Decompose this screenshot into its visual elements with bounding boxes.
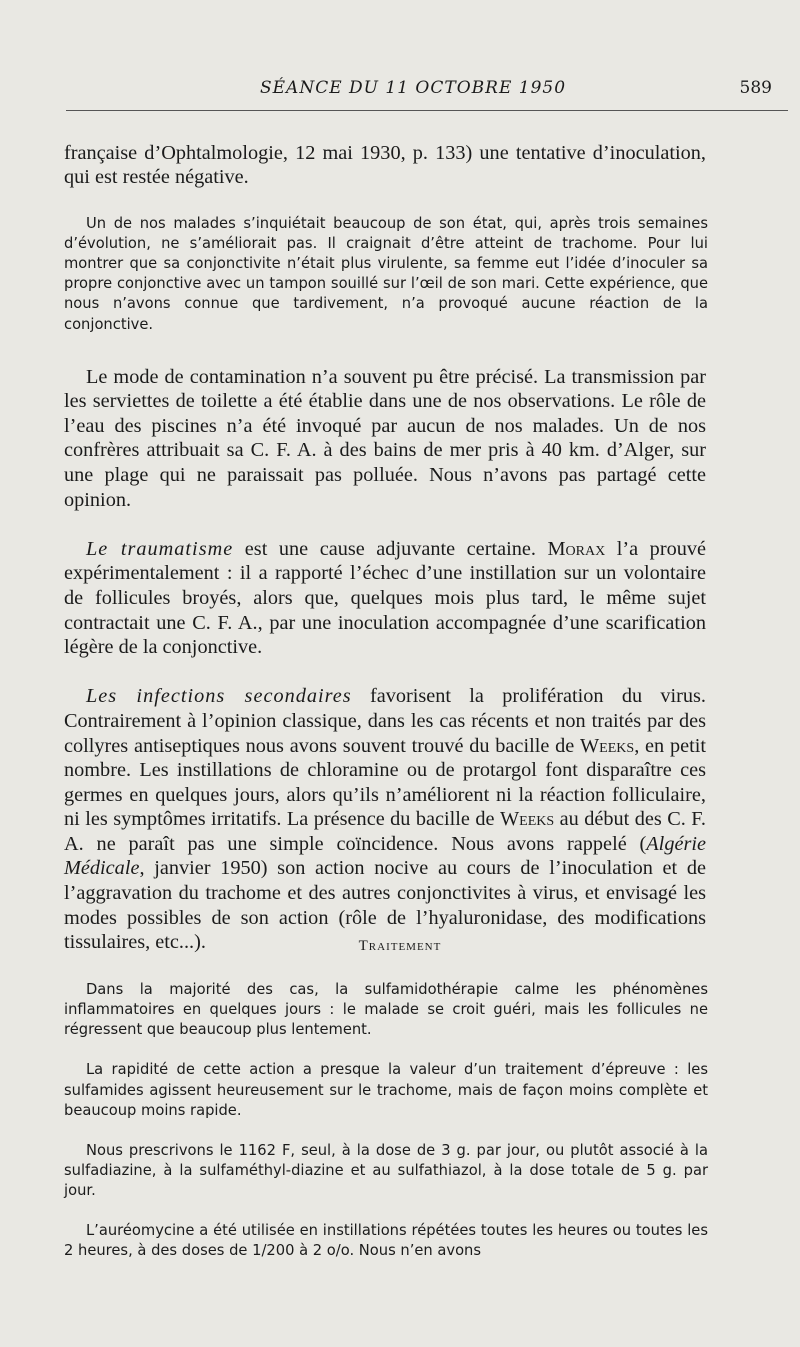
paragraph-treatment-4: L’auréomycine a été utilisée en instillations répétées toutes les heures ou toutes les 2 heures, à des doses de 1/200 à 2 o/o. Nous n’en avons — [64, 1222, 708, 1260]
section-heading: Traitement — [358, 938, 442, 954]
paragraph-traumatisme: Le traumatisme est une cause adjuvante certaine. Morax l’a prouvé expérimentalement : il a rapporté l’échec d’une instillation sur un volontaire de follicules broyés, alors que, quelques mois plus tard, le même sujet contractait une C. F. A., par une inoculation accompagnée d’une scarification légère de la conjonctive. — [64, 537, 706, 659]
running-title: SÉANCE DU 11 OCTOBRE 1950 — [260, 78, 567, 98]
treatment-block — [64, 960, 708, 1282]
page-header — [64, 78, 782, 104]
author-name: Morax — [547, 537, 606, 560]
header-rule — [66, 110, 788, 111]
paragraph-treatment-2: La rapidité de cette action a presque la valeur d’un traitement d’épreuve : les sulfamides agissent heureusement sur le trachome, mais de façon moins complète et beaucoup moins rapide. — [64, 1061, 708, 1119]
paragraph-treatment-3: Nous prescrivons le 1162 F, seul, à la dose de 3 g. par jour, ou plutôt associé à la sulfadiazine, à la sulfaméthyl-diazine et au sulfathiazol, à la dose totale de 5 g. par jour. — [64, 1141, 708, 1200]
paragraph-infections: Les infections secondaires favorisent la prolifération du virus. Contrairement à l’opinion classique, dans les cas récents et non traités par des collyres antiseptiques nous avons souvent trouvé du bacille de Weeks, en petit nombre. Les instillations de chloramine ou de protargol font disparaître ces germes en quelques jours, alors qu’ils n’améliorent ni la réaction folliculaire, ni les symptômes irritatifs. La présence du bacille de Weeks au début des C. F. A. ne paraît pas une simple coïncidence. Nous avons rappelé (Algérie Médicale, janvier 1950) son action nocive au cours de l’inoculation et de l’aggravation du trachome et des autres conjonctivites à virus, et envisagé les modes possibles de son action (rôle de l’hyaluronidase, des modifications tissulaires, etc...). — [64, 685, 706, 954]
main-text-block — [64, 340, 706, 979]
italic-lead: Les infections secondaires — [86, 685, 352, 708]
page-number: 589 — [739, 78, 772, 98]
paragraph-text: française d’Ophtalmologie, 12 mai 1930, p. 133) une tentative d’inoculation, qui est restée négative. — [64, 141, 706, 189]
italic-lead: Le traumatisme — [86, 537, 234, 560]
paragraph-contamination: Le mode de contamination n’a souvent pu être précisé. La transmission par les serviettes de toilette a été établie dans une de nos observations. Le rôle de l’eau des piscines n’a été invoqué par aucun de nos malades. Un de nos confrères attribuait sa C. F. A. à des bains de mer pris à 40 km. d’Alger, sur une plage qui ne paraissait pas polluée. Nous n’avons pas partagé cette opinion. — [64, 365, 706, 511]
author-name: Weeks — [580, 734, 635, 757]
author-name: Weeks — [500, 808, 555, 831]
paragraph-continuation — [64, 116, 706, 190]
small-print-paragraph — [64, 194, 708, 335]
paragraph-text: Un de nos malades s’inquiétait beaucoup de son état, qui, après trois semaines d’évolution, ne s’améliorait pas. Il craignait d’être atteint de trachome. Pour lui montrer que sa conjonctivite n’était plus virulente, sa femme eut l’idée d’inoculer sa propre conjonctive avec un tampon souillé sur l’œil de son mari. Cette expérience, que nous n’avons connue que tardivement, n’a provoqué aucune réaction de la conjonctive. — [64, 215, 708, 333]
journal-title: Algérie Médicale — [64, 832, 706, 880]
paragraph-treatment-1: Dans la majorité des cas, la sulfamidothérapie calme les phénomènes inflammatoires en quelques jours : le malade se croit guéri, mais les follicules ne régressent que beaucoup plus lentement. — [64, 981, 708, 1039]
